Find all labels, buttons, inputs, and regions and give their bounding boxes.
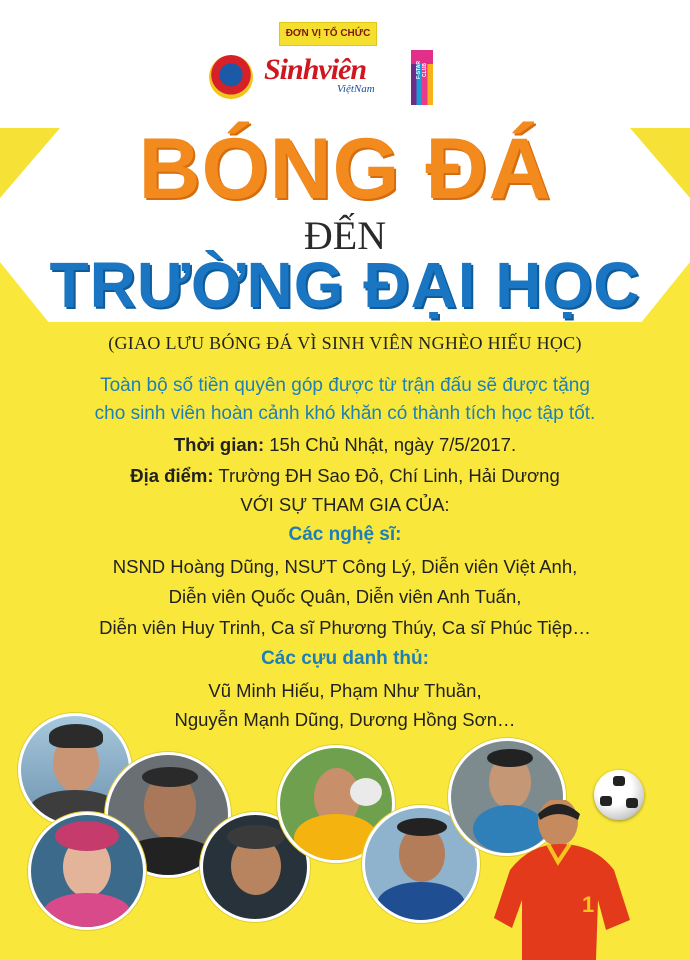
- time-label: Thời gian:: [173, 434, 265, 455]
- artists-line-2: Diễn viên Quốc Quân, Diễn viên Anh Tuấn,: [168, 586, 522, 607]
- sinhvien-logo: [264, 52, 404, 95]
- fstar-club-label: F-STAR CLUB: [416, 61, 428, 79]
- artists-line-1: NSND Hoàng Dũng, NSƯT Công Lý, Diễn viên Việt Anh,: [112, 556, 578, 577]
- title-line-1: BÓNG ĐÁ: [138, 121, 552, 217]
- organizer-label: ĐƠN VỊ TỔ CHỨC: [279, 22, 377, 46]
- intro-line-2: cho sinh viên hoàn cảnh khó khăn có thành tích học tập tốt.: [94, 403, 596, 424]
- players-line-2: Nguyễn Mạnh Dũng, Dương Hồng Sơn…: [174, 709, 516, 730]
- player-figure-image: [490, 800, 640, 960]
- artists-line-3: Diễn viên Huy Trinh, Ca sĩ Phương Thúy, Ca sĩ Phúc Tiệp…: [99, 617, 591, 638]
- time-value: 15h Chủ Nhật, ngày 7/5/2017.: [264, 434, 517, 455]
- title-line-2: ĐẾN: [303, 213, 387, 258]
- artists-heading: Các nghệ sĩ:: [288, 524, 402, 545]
- place-row: [0, 465, 690, 487]
- portrait-photo-3: [28, 812, 146, 930]
- place-label: Địa điểm:: [130, 465, 214, 486]
- intro-line-1: Toàn bộ số tiền quyên góp được từ trận đấu sẽ được tặng: [100, 375, 590, 396]
- vietnam-logo-text: ViệtNam: [337, 83, 375, 95]
- place-value: Trường ĐH Sao Đỏ, Chí Linh, Hải Dương: [213, 465, 560, 486]
- participation-heading: VỚI SỰ THAM GIA CỦA:: [240, 494, 450, 515]
- subtitle: (GIAO LƯU BÓNG ĐÁ VÌ SINH VIÊN NGHÈO HIẾU HỌC): [108, 333, 582, 353]
- svg-text:1: 1: [582, 892, 595, 917]
- sinhvien-logo-text: Sinhviên: [264, 53, 367, 86]
- time-row: [0, 434, 690, 456]
- players-heading: Các cựu danh thủ:: [261, 648, 429, 669]
- university-emblem-logo: [209, 55, 253, 99]
- title-line-3: TRƯỜNG ĐẠI HỌC: [49, 249, 641, 321]
- players-line-1: Vũ Minh Hiếu, Phạm Như Thuần,: [208, 680, 482, 701]
